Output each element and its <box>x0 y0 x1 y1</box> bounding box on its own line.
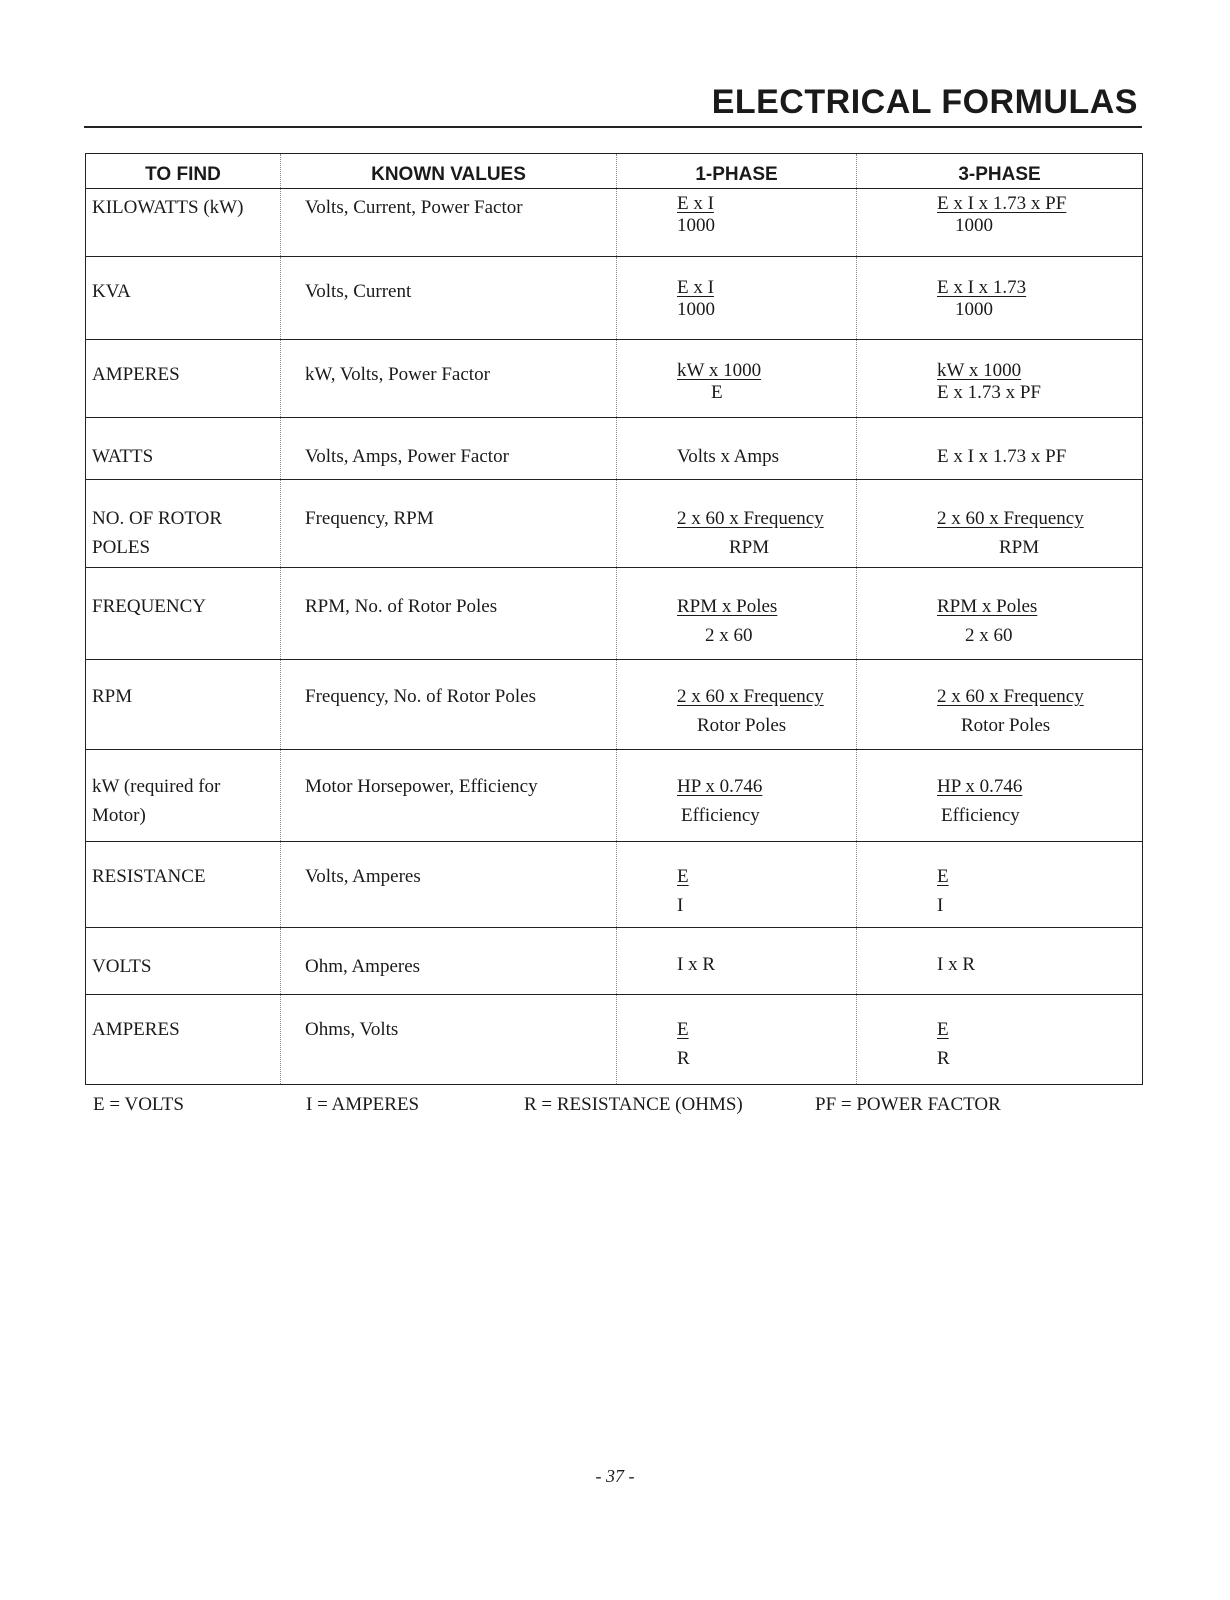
phase1-formula <box>617 340 857 418</box>
to-find-cell: KVA <box>86 257 281 340</box>
to-find-cell: RPM <box>86 660 281 750</box>
known-values-cell: Ohm, Amperes <box>281 928 617 995</box>
to-find-cell: NO. OF ROTOR POLES <box>86 480 281 568</box>
denominator: R <box>937 1048 950 1069</box>
numerator: 2 x 60 x Frequency <box>677 508 824 529</box>
phase1-formula <box>617 257 857 340</box>
page-title: ELECTRICAL FORMULAS <box>711 83 1138 121</box>
phase3-formula <box>857 189 1143 257</box>
denominator: E x 1.73 x PF <box>937 382 1041 403</box>
table-row <box>86 418 1143 480</box>
numerator: E <box>937 1019 949 1040</box>
known-values-cell: Motor Horsepower, Efficiency <box>281 750 617 842</box>
numerator: E <box>677 1019 689 1040</box>
denominator: R <box>677 1048 690 1069</box>
numerator: RPM x Poles <box>677 596 778 617</box>
known-values-cell: Frequency, No. of Rotor Poles <box>281 660 617 750</box>
phase3-formula <box>857 928 1143 995</box>
known-values-cell: RPM, No. of Rotor Poles <box>281 568 617 660</box>
legend-resistance: R = RESISTANCE (OHMS) <box>524 1094 743 1115</box>
to-find-cell: WATTS <box>86 418 281 480</box>
numerator: E x I <box>677 277 714 298</box>
phase1-formula <box>617 842 857 928</box>
numerator: E <box>677 866 689 887</box>
phase3-formula <box>857 842 1143 928</box>
header-known-values: KNOWN VALUES <box>281 154 617 189</box>
to-find-cell: RESISTANCE <box>86 842 281 928</box>
denominator: 1000 <box>677 299 715 320</box>
phase1-formula <box>617 660 857 750</box>
known-values-cell: Volts, Current <box>281 257 617 340</box>
denominator: 1000 <box>955 215 993 236</box>
numerator: 2 x 60 x Frequency <box>677 686 824 707</box>
phase3-formula <box>857 750 1143 842</box>
header-to-find: TO FIND <box>86 154 281 189</box>
table-row <box>86 842 1143 928</box>
header-3-phase: 3-PHASE <box>857 154 1143 189</box>
table-header-row <box>86 154 1143 189</box>
to-find-cell: KILOWATTS (kW) <box>86 189 281 257</box>
denominator: I <box>937 895 944 916</box>
denominator: 2 x 60 <box>965 625 1013 646</box>
phase3-formula <box>857 480 1143 568</box>
to-find-cell: kW (required for Motor) <box>86 750 281 842</box>
numerator: 2 x 60 x Frequency <box>937 686 1084 707</box>
known-values-cell: Frequency, RPM <box>281 480 617 568</box>
phase1-formula <box>617 418 857 480</box>
legend-amperes: I = AMPERES <box>306 1094 420 1115</box>
denominator: Efficiency <box>941 805 1020 826</box>
formulas-table <box>85 153 1143 1085</box>
formula-text: I x R <box>937 954 975 975</box>
phase3-formula <box>857 340 1143 418</box>
table-row <box>86 257 1143 340</box>
phase3-formula <box>857 418 1143 480</box>
table-row <box>86 480 1143 568</box>
numerator: RPM x Poles <box>937 596 1038 617</box>
denominator: 1000 <box>955 299 993 320</box>
phase3-formula <box>857 568 1143 660</box>
phase1-formula <box>617 928 857 995</box>
numerator: kW x 1000 <box>677 360 762 381</box>
title-divider <box>84 126 1142 128</box>
denominator: RPM <box>999 537 1040 558</box>
phase3-formula <box>857 257 1143 340</box>
phase1-formula <box>617 995 857 1085</box>
denominator: Rotor Poles <box>697 715 787 736</box>
phase1-formula <box>617 568 857 660</box>
denominator: E <box>711 382 723 403</box>
to-find-cell: AMPERES <box>86 340 281 418</box>
phase1-formula <box>617 750 857 842</box>
formula-text: I x R <box>677 954 715 975</box>
table-row <box>86 189 1143 257</box>
to-find-cell: AMPERES <box>86 995 281 1085</box>
numerator: HP x 0.746 <box>677 776 763 797</box>
numerator: HP x 0.746 <box>937 776 1023 797</box>
to-find-cell: VOLTS <box>86 928 281 995</box>
known-values-cell: Ohms, Volts <box>281 995 617 1085</box>
denominator: I <box>677 895 684 916</box>
table-row <box>86 660 1143 750</box>
known-values-cell: kW, Volts, Power Factor <box>281 340 617 418</box>
known-values-cell: Volts, Amps, Power Factor <box>281 418 617 480</box>
numerator: E x I x 1.73 x PF <box>937 193 1067 214</box>
numerator: kW x 1000 <box>937 360 1022 381</box>
denominator: 1000 <box>677 215 715 236</box>
numerator: E x I x 1.73 <box>937 277 1027 298</box>
known-values-cell: Volts, Current, Power Factor <box>281 189 617 257</box>
numerator: E <box>937 866 949 887</box>
phase1-formula <box>617 480 857 568</box>
phase3-formula <box>857 660 1143 750</box>
known-values-cell: Volts, Amperes <box>281 842 617 928</box>
legend-volts: E = VOLTS <box>93 1094 184 1115</box>
denominator: Efficiency <box>681 805 760 826</box>
formula-text: E x I x 1.73 x PF <box>937 446 1067 467</box>
table-row <box>86 995 1143 1085</box>
legend-power-factor: PF = POWER FACTOR <box>815 1094 1001 1115</box>
numerator: E x I <box>677 193 714 214</box>
denominator: Rotor Poles <box>961 715 1051 736</box>
formula-text: Volts x Amps <box>677 446 780 467</box>
to-find-cell: FREQUENCY <box>86 568 281 660</box>
table-row <box>86 750 1143 842</box>
denominator: 2 x 60 <box>705 625 753 646</box>
header-1-phase: 1-PHASE <box>617 154 857 189</box>
phase1-formula <box>617 189 857 257</box>
table-row <box>86 568 1143 660</box>
phase3-formula <box>857 995 1143 1085</box>
table-row <box>86 340 1143 418</box>
table-row <box>86 928 1143 995</box>
numerator: 2 x 60 x Frequency <box>937 508 1084 529</box>
page-number: - 37 - <box>595 1466 635 1486</box>
denominator: RPM <box>729 537 770 558</box>
